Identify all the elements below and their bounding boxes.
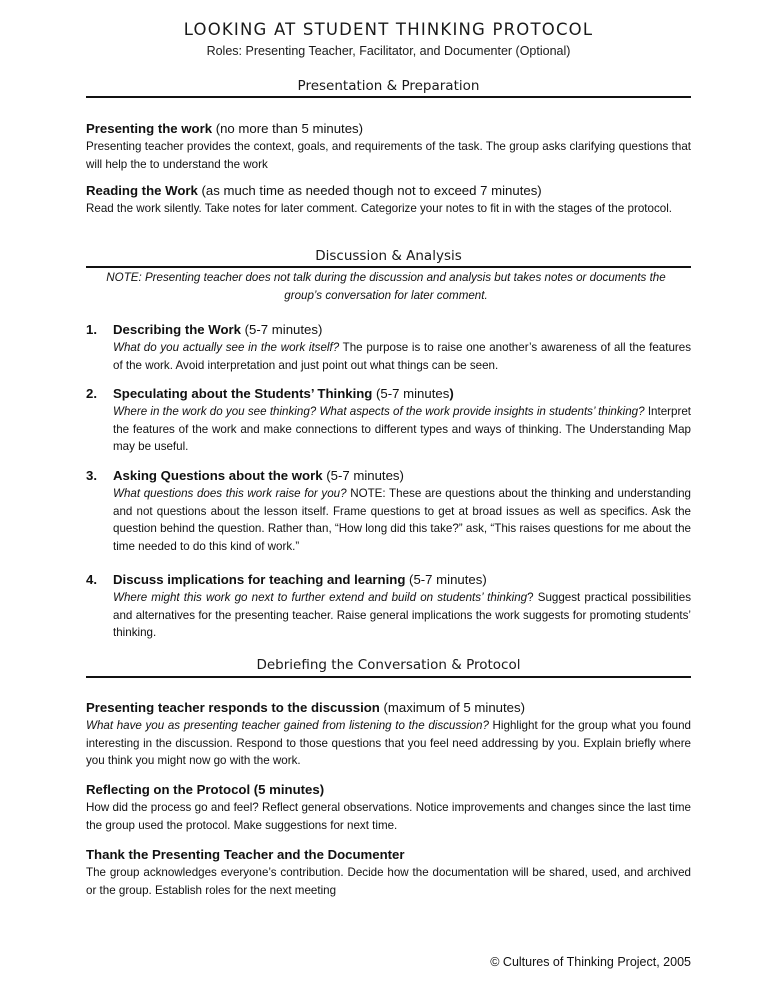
step-description: ? Suggest practical possibilities and alternatives for the presenting teacher. Raise general implications the work suggests for promoting students’ thinking.: [113, 591, 691, 639]
block-duration: (as much time as needed though not to exceed 7 minutes): [197, 183, 542, 198]
step-heading: [113, 321, 691, 338]
section-divider: [86, 266, 691, 268]
block-body: The group acknowledges everyone’s contribution. Decide how the documentation will be shared, used, and archived or the group. Establish roles for the next meeting: [86, 866, 691, 897]
step-number: 2.: [86, 386, 97, 401]
copyright-footer: © Cultures of Thinking Project, 2005: [490, 955, 691, 969]
document-subtitle: Roles: Presenting Teacher, Facilitator, and Documenter (Optional): [206, 44, 571, 58]
step-asking-questions: [86, 467, 691, 555]
document-title: LOOKING AT STUDENT THINKING PROTOCOL: [183, 20, 594, 39]
step-body: [113, 403, 691, 456]
step-number: 1.: [86, 322, 97, 337]
section-heading-presentation: Presentation & Preparation: [297, 78, 480, 94]
step-heading: [113, 571, 691, 588]
step-title: Asking Questions about the work: [113, 468, 323, 483]
step-heading: [113, 467, 691, 484]
step-number: 3.: [86, 468, 97, 483]
block-heading: [86, 781, 691, 798]
block-duration: (no more than 5 minutes): [212, 121, 364, 136]
discussion-note: NOTE: Presenting teacher does not talk during the discussion and analysis but takes notes or documents the group’s conversation for later comment.: [106, 271, 666, 302]
block-heading: [86, 699, 691, 716]
block-thank-presenters: [86, 846, 691, 899]
step-title: Describing the Work: [113, 322, 241, 337]
block-duration: (maximum of 5 minutes): [379, 700, 525, 715]
block-heading: [86, 120, 691, 137]
step-heading: [113, 385, 691, 402]
step-title: Discuss implications for teaching and learning: [113, 572, 406, 587]
step-question: What do you actually see in the work itself?: [113, 341, 340, 354]
step-body: [113, 339, 691, 374]
block-title: Presenting the work: [86, 121, 213, 136]
step-describing-the-work: [86, 321, 691, 374]
block-body: [86, 717, 691, 770]
block-heading: [86, 182, 691, 199]
step-question: What questions does this work raise for you?: [113, 487, 347, 500]
block-title: Presenting teacher responds to the discussion: [86, 700, 380, 715]
block-reading-the-work: [86, 182, 691, 218]
section-heading-discussion: Discussion & Analysis: [315, 248, 462, 264]
block-teacher-responds: [86, 699, 691, 770]
block-title: Reflecting on the Protocol (5 minutes): [86, 782, 325, 797]
step-duration: (5-7 minutes: [372, 386, 450, 401]
block-presenting-the-work: [86, 120, 691, 173]
block-title: Reading the Work: [86, 183, 198, 198]
step-speculating-thinking: [86, 385, 691, 456]
step-body: [113, 485, 691, 555]
step-number: 4.: [86, 572, 97, 587]
step-discuss-implications: [86, 571, 691, 642]
step-duration: (5-7 minutes): [405, 572, 487, 587]
step-description: Interpret the features of the work and make connections to different types and ways of thinking. The Understanding Map may be useful.: [113, 405, 691, 453]
step-duration: (5-7 minutes): [322, 468, 404, 483]
block-body: Read the work silently. Take notes for later comment. Categorize your notes to fit in with the stages of the protocol.: [86, 202, 672, 215]
block-description: Highlight for the group what you found interesting in the discussion. Respond to those questions that you feel need addressing by you. Explain briefly where you think you might now go with the work.: [86, 719, 691, 767]
block-title: Thank the Presenting Teacher and the Documenter: [86, 847, 405, 862]
block-heading: [86, 846, 691, 863]
section-divider: [86, 676, 691, 678]
step-body: [113, 589, 691, 642]
step-question: Where in the work do you see thinking? What aspects of the work provide insights in students’ thinking?: [113, 405, 645, 418]
block-question: What have you as presenting teacher gained from listening to the discussion?: [86, 719, 489, 732]
section-heading-debriefing: Debriefing the Conversation & Protocol: [256, 657, 521, 673]
block-body: How did the process go and feel? Reflect general observations. Notice improvements and changes since the last time the group used the protocol. Make suggestions for next time.: [86, 801, 691, 832]
step-question: Where might this work go next to further extend and build on students’ thinking: [113, 591, 528, 604]
step-description: The purpose is to raise one another’s awareness of all the features of the work. Avoid interpretation and just point out what things can be seen.: [113, 341, 691, 372]
step-description: NOTE: These are questions about the thinking and understanding and not questions about the lesson itself. Frame questions to get at broad issues as well as specifics. Ask the question behind the question. Rather than, “How long did this take?” ask, “This raises questions for me about the time needed to do this kind of work.”: [113, 487, 691, 553]
step-title: Speculating about the Students’ Thinking: [113, 386, 373, 401]
block-reflecting-on-protocol: [86, 781, 691, 834]
block-body: Presenting teacher provides the context, goals, and requirements of the task. The group asks clarifying questions that will help the to understand the work: [86, 140, 691, 171]
step-duration-close: ): [449, 386, 454, 401]
section-divider: [86, 96, 691, 98]
step-duration: (5-7 minutes): [241, 322, 323, 337]
